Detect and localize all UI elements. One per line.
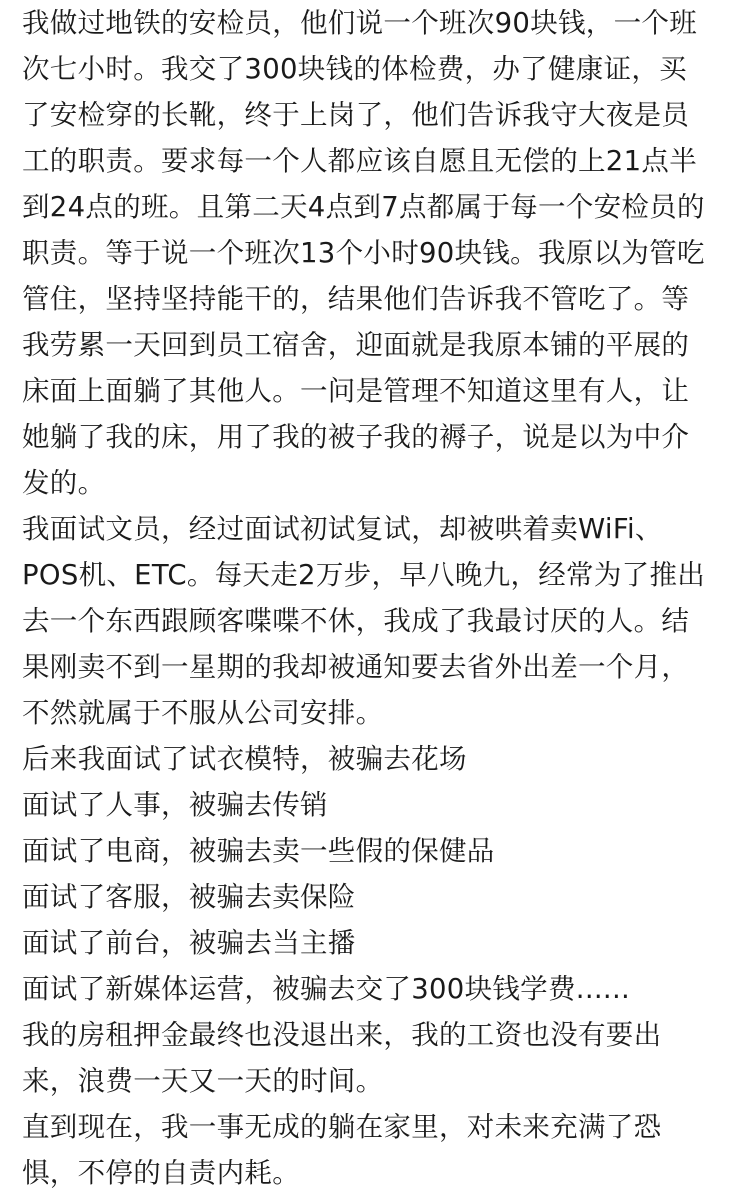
text-line: 我做过地铁的安检员，他们说一个班次90块钱，一个班: [22, 7, 697, 39]
text-line: 次七小时。我交了300块钱的体检费，办了健康证，买: [22, 53, 687, 85]
text-line: 她躺了我的床，用了我的被子我的褥子，说是以为中介: [22, 421, 690, 453]
text-line: 面试了前台，被骗去当主播: [22, 927, 356, 959]
text-line: 不然就属于不服从公司安排。: [22, 697, 384, 729]
article-text: [22, 0, 722, 1196]
text-line: 了安检穿的长靴，终于上岗了，他们告诉我守大夜是员: [22, 99, 690, 131]
text-line: 职责。等于说一个班次13个小时90块钱。我原以为管吃: [22, 237, 705, 269]
text-line: 面试了新媒体运营，被骗去交了300块钱学费......: [22, 973, 631, 1005]
text-line: 我的房租押金最终也没退出来，我的工资也没有要出: [22, 1019, 662, 1051]
text-line: 到24点的班。且第二天4点到7点都属于每一个安检员的: [22, 191, 705, 223]
text-line: 后来我面试了试衣模特，被骗去花场: [22, 743, 467, 775]
text-line: 工的职责。要求每一个人都应该自愿且无偿的上21点半: [22, 145, 697, 177]
text-line: 我劳累一天回到员工宿舍，迎面就是我原本铺的平展的: [22, 329, 690, 361]
text-line: 床面上面躺了其他人。一问是管理不知道这里有人，让: [22, 375, 690, 407]
text-line: POS机、ETC。每天走2万步，早八晚九，经常为了推出: [22, 559, 706, 591]
text-line: 果刚卖不到一星期的我却被通知要去省外出差一个月，: [22, 651, 690, 683]
text-line: 惧，不停的自责内耗。: [22, 1157, 300, 1189]
text-line: 去一个东西跟顾客喋喋不休，我成了我最讨厌的人。结: [22, 605, 690, 637]
text-line: 我面试文员，经过面试初试复试，却被哄着卖WiFi、: [22, 513, 663, 545]
text-line: 面试了客服，被骗去卖保险: [22, 881, 356, 913]
text-line: 面试了电商，被骗去卖一些假的保健品: [22, 835, 495, 867]
text-line: 发的。: [22, 467, 106, 499]
text-line: 来，浪费一天又一天的时间。: [22, 1065, 384, 1097]
text-line: 直到现在，我一事无成的躺在家里，对未来充满了恐: [22, 1111, 662, 1143]
text-line: 管住，坚持坚持能干的，结果他们告诉我不管吃了。等: [22, 283, 690, 315]
text-line: 面试了人事，被骗去传销: [22, 789, 328, 821]
